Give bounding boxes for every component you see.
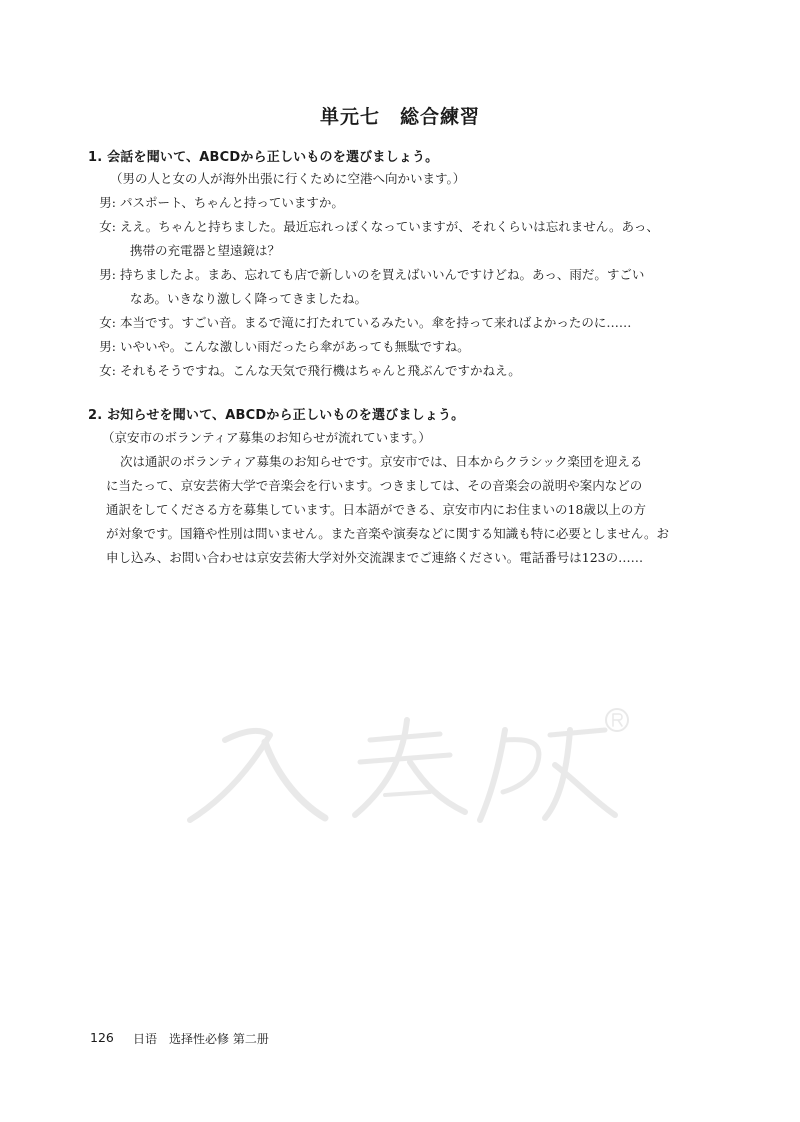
section-1-intro: （男の人と女の人が海外出張に行くために空港へ向かいます。） [110, 171, 466, 186]
section-2-intro: （京安市のボランティア募集のお知らせが流れています。） [102, 430, 431, 445]
dialogue-line [88, 361, 521, 379]
paragraph-line: 申し込み、お問い合わせは京安芸術大学対外交流課までご連絡ください。電話番号は123の…… [106, 550, 644, 565]
paragraph-line: 通訳をしてくださる方を募集しています。日本語ができる、京安市内にお住まいの18歳以上の方 [106, 502, 646, 517]
paragraph-line: に当たって、京安芸術大学で音楽会を行います。つきましては、その音楽会の説明や案内などの [106, 478, 643, 493]
speaker-label: 女: [99, 219, 116, 234]
dialogue-continuation: なあ。いきなり激しく降ってきましたね。 [130, 291, 368, 306]
dialogue-line [88, 217, 659, 235]
speaker-label: 男: [99, 195, 116, 210]
publisher-watermark [175, 700, 635, 830]
dialogue-text: パスポート、ちゃんと持っていますか。 [119, 195, 344, 210]
footer-page-number: 126 [90, 1030, 114, 1045]
speaker-label: 女: [99, 363, 116, 378]
dialogue-line [88, 337, 470, 355]
dialogue-text: ええ。ちゃんと持ちました。最近忘れっぽくなっていますが、それくらいは忘れません。あっ、 [119, 219, 659, 234]
speaker-label: 男: [99, 339, 116, 354]
dialogue-text: 持ちましたよ。まあ、忘れても店で新しいのを買えばいいんですけどね。あっ、雨だ。すごい [119, 267, 645, 282]
section-2-heading: 2. お知らせを聞いて、ABCDから正しいものを選びましょう。 [88, 408, 465, 423]
section-1-heading: 1. 会話を聞いて、ABCDから正しいものを選びましょう。 [88, 150, 439, 165]
paragraph-line: 次は通訳のボランティア募集のお知らせです。京安市では、日本からクラシック楽団を迎える [120, 454, 643, 469]
dialogue-line [88, 193, 344, 211]
dialogue-text: いやいや。こんな激しい雨だったら傘があっても無駄ですね。 [119, 339, 470, 354]
dialogue-text: それもそうですね。こんな天気で飛行機はちゃんと飛ぶんですかねえ。 [119, 363, 521, 378]
dialogue-text: 本当です。すごい音。まるで滝に打たれているみたい。傘を持って来ればよかったのに…… [119, 315, 632, 330]
paragraph-line: が対象です。国籍や性別は問いません。また音楽や演奏などに関する知識も特に必要としません。お [106, 526, 670, 541]
speaker-label: 女: [99, 315, 116, 330]
dialogue-continuation: 携帯の充電器と望遠鏡は？ [130, 243, 281, 258]
footer-book-title: 日语 选择性必修 第二册 [133, 1032, 269, 1046]
dialogue-line [88, 265, 644, 283]
page-title: 単元七 総合練習 [319, 106, 480, 128]
speaker-label: 男: [99, 267, 116, 282]
dialogue-line [88, 313, 631, 331]
